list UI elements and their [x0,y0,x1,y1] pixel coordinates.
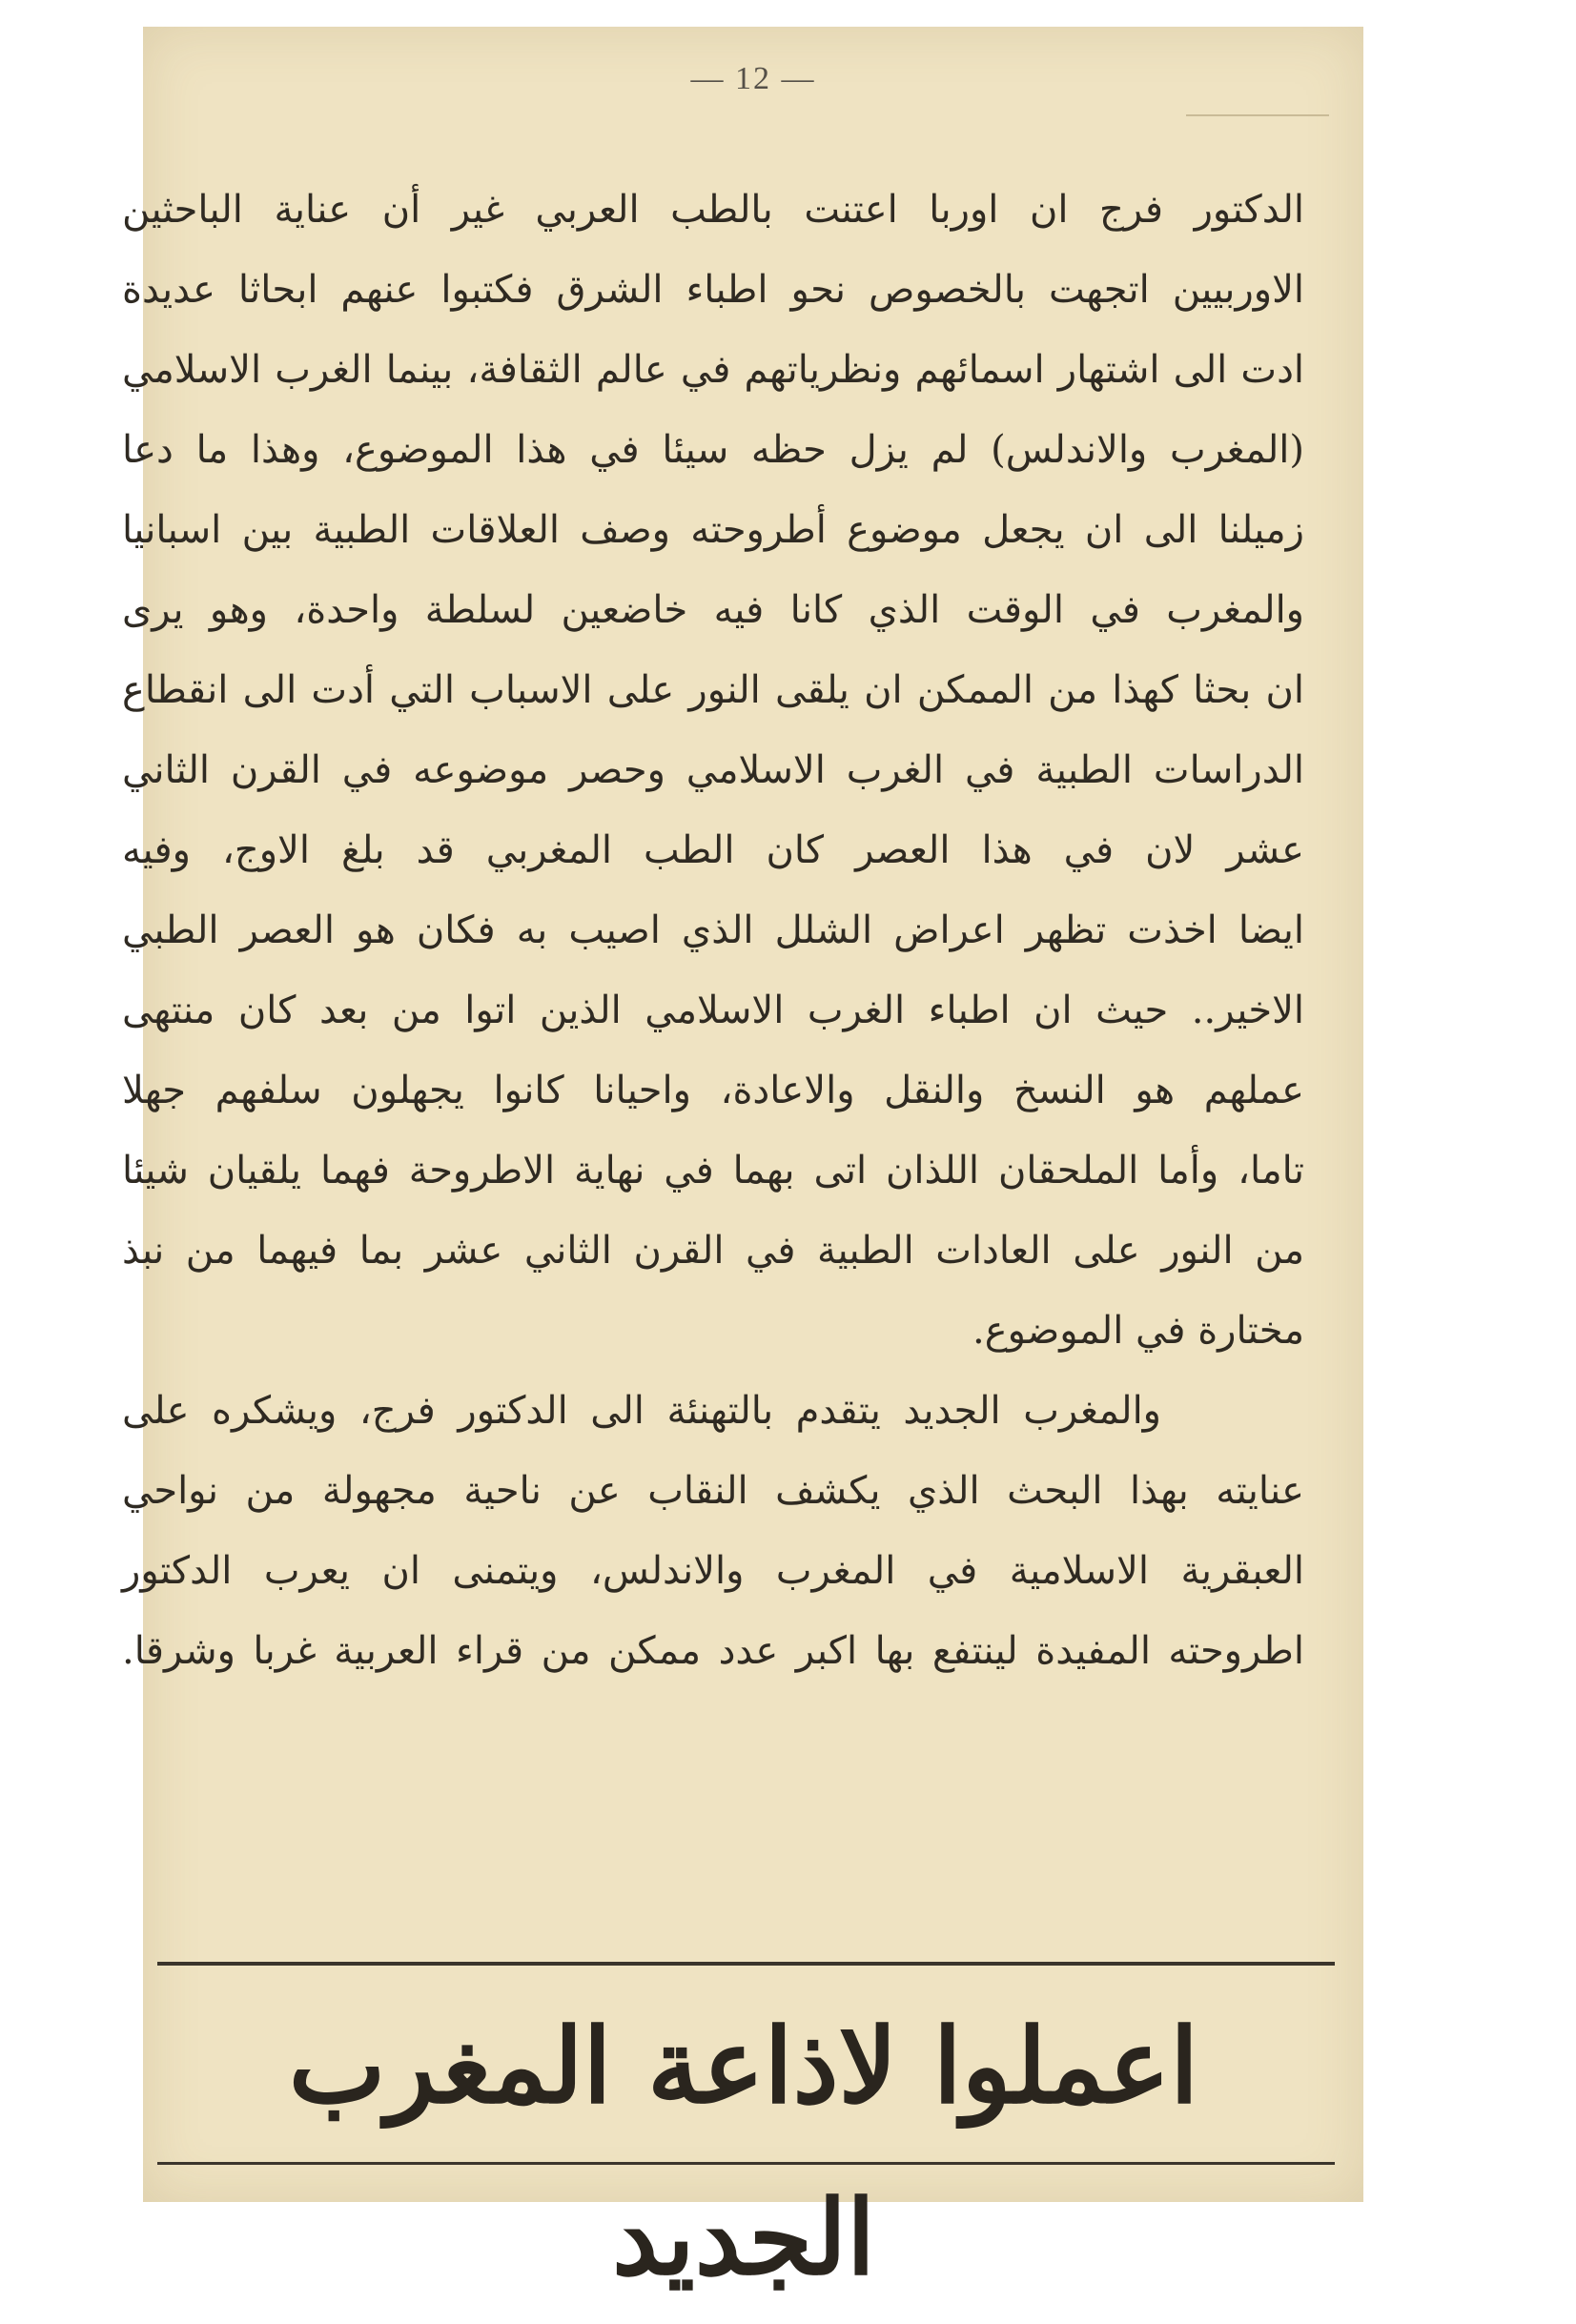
body-line: والمغرب في الوقت الذي كانا فيه خاضعين لسلطة واحدة، وهو يرى [122,588,1304,632]
body-line: ادت الى اشتهار اسمائهم ونظرياتهم في عالم الثقافة، بينما الغرب الاسلامي [122,348,1304,392]
body-line: عنايته بهذا البحث الذي يكشف النقاب عن ناحية مجهولة من نواحي [122,1469,1304,1513]
banner-rule-top [157,1962,1335,1966]
body-line: الاخير.. حيث ان اطباء الغرب الاسلامي الذين اتوا من بعد كان منتهى [122,989,1304,1032]
body-line: زميلنا الى ان يجعل موضوع أطروحته وصف العلاقات الطبية بين اسبانيا [122,508,1304,552]
body-line: العبقرية الاسلامية في المغرب والاندلس، ويتمنى ان يعرب الدكتور [122,1549,1304,1593]
body-line: والمغرب الجديد يتقدم بالتهنئة الى الدكتور فرج، ويشكره على [122,1389,1161,1433]
top-rule [1186,114,1329,116]
body-line: تاما، وأما الملحقان اللذان اتى بهما في نهاية الاطروحة فهما يلقيان شيئا [122,1149,1304,1193]
page-number: — 12 — [690,61,816,96]
body-line: ايضا اخذت تظهر اعراض الشلل الذي اصيب به فكان هو العصر الطبي [122,908,1304,952]
body-line: مختارة في الموضوع. [972,1309,1304,1353]
body-line: (المغرب والاندلس) لم يزل حظه سيئا في هذا الموضوع، وهذا ما دعا [122,428,1304,472]
magazine-page [122,27,1363,2298]
body-line: الدكتور فرج ان اوربا اعتنت بالطب العربي غير أن عناية الباحثين [122,188,1304,232]
body-line: عملهم هو النسخ والنقل والاعادة، واحيانا كانوا يجهلون سلفهم جهلا [122,1069,1304,1112]
banner-rule-bottom [157,2162,1335,2165]
article-body [122,170,1304,1691]
body-line: الاوربيين اتجهت بالخصوص نحو اطباء الشرق فكتبوا عنهم ابحاثا عديدة [122,268,1305,312]
body-line: اطروحته المفيدة لينتفع بها اكبر عدد ممكن من قراء العربية غربا وشرقا. [122,1629,1304,1673]
body-line: من النور على العادات الطبية في القرن الثاني عشر بما فيهما من نبذ [122,1229,1304,1273]
body-line: ان بحثا كهذا من الممكن ان يلقى النور على الاسباب التي أدت الى انقطاع [122,668,1304,712]
body-line: الدراسات الطبية في الغرب الاسلامي وحصر موضوعه في القرن الثاني [122,748,1304,792]
body-line: عشر لان في هذا العصر كان الطب المغربي قد بلغ الاوج، وفيه [122,828,1304,872]
banner-slogan: اعملوا لاذاعة المغرب الجديد [288,2007,1199,2298]
